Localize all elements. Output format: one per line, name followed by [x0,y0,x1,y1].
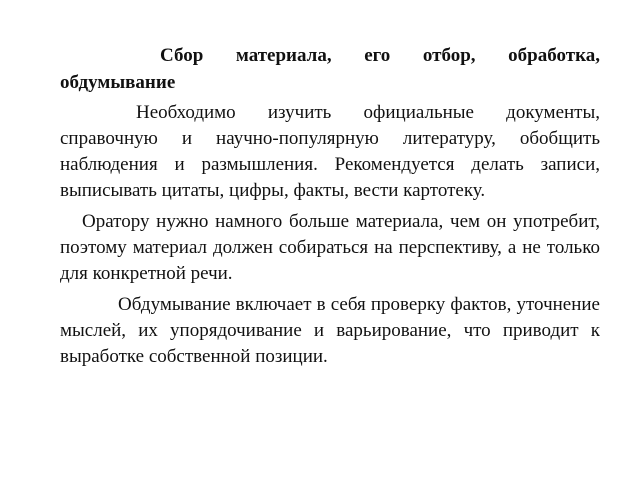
paragraph-research: Необходимо изучить официальные документы, справочную и научно-популярную литературу, обобщить наблюдения и размышления. Рекомендуется делать записи, выписывать цитаты, цифры, факты, вести картотеку. [60,102,600,201]
paragraph-reflection: Обдумывание включает в себя проверку фактов, уточнение мыслей, их упорядочивание и варьирование, что приводит к выработке собственной позиции. [60,294,600,367]
slide-heading: Сбор материала, его отбор, обработка, обдумывание [60,45,600,93]
paragraph-orator-material: Оратору нужно намного больше материала, чем он употребит, поэтому материал должен собираться на перспективу, а не только для конкретной речи. [60,211,600,284]
slide-content [60,42,600,375]
